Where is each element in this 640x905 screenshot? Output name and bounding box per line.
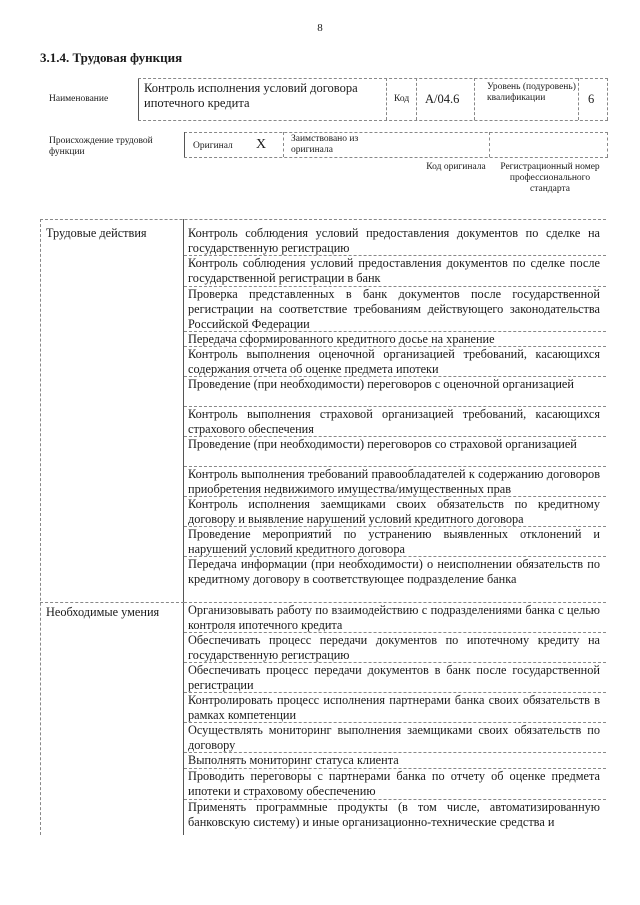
level-box-right-border (607, 78, 608, 120)
name-box-right-border (386, 78, 387, 120)
code-value: A/04.6 (425, 92, 460, 106)
level-value: 6 (588, 92, 595, 106)
original-label: Оригинал (193, 141, 233, 151)
skill-item: Применять программные продукты (в том числе, автоматизированную банковскую систему) и иные организационно-технические средства и (188, 800, 600, 829)
labor-action-item: Контроль соблюдения условий предоставления документов по сделке после государственной регистрации в банк (188, 256, 600, 285)
table-column-divider (183, 219, 184, 835)
name-label: Наименование (49, 94, 109, 104)
skill-item: Контролировать процесс исполнения партнерами банка своих обязательств в рамках компетенции (188, 693, 600, 722)
labor-actions-heading: Трудовые действия (46, 226, 147, 240)
origin-right-border (607, 132, 608, 157)
skill-item: Выполнять мониторинг статуса клиента (188, 753, 399, 767)
table-top-border (40, 219, 606, 220)
origin-divider-1 (283, 132, 284, 157)
skill-item: Осуществлять мониторинг выполнения заемщиками своих обязательств по договору (188, 723, 600, 752)
level-box-left-border (578, 78, 579, 120)
section-title: 3.1.4. Трудовая функция (40, 50, 183, 65)
labor-action-item: Проведение (при необходимости) переговоров с оценочной организацией (188, 377, 574, 391)
skill-item: Проводить переговоры с партнерами банка по отчету об оценке предмета ипотеки и страховому обеспечению (188, 769, 600, 798)
labor-action-item: Контроль выполнения страховой организацией требований, касающихся страхового обеспечения (188, 407, 600, 436)
skills-heading: Необходимые умения (46, 605, 160, 619)
labor-action-item: Контроль выполнения оценочной организацией требований, касающихся содержания отчета об оценке предмета ипотеки (188, 347, 600, 376)
origin-label: Происхождение трудовой функции (49, 136, 153, 157)
origin-top-line (184, 132, 608, 133)
level-label: Уровень (подуровень) квалификации (487, 82, 576, 103)
code-box-left-border (416, 78, 417, 120)
borrowed-label: Заимствовано из оригинала (291, 134, 359, 155)
origin-bottom-line (184, 157, 608, 158)
origin-left-border (184, 132, 185, 157)
labor-action-item: Контроль выполнения требований правообладателей к содержанию договоров приобретения недвижимого имущества/имущественных прав (188, 467, 600, 496)
labor-action-item: Проведение мероприятий по устранению выявленных отклонений и нарушений условий кредитного договора (188, 527, 600, 556)
reg-number-label: Регистрационный номер профессионального стандарта (500, 162, 600, 194)
function-name: Контроль исполнения условий договора ипотечного кредита (144, 81, 358, 110)
labor-action-item: Контроль исполнения заемщиками своих обязательств по кредитному договору и выявление нарушений условий кредитного договора (188, 497, 600, 526)
page-number: 8 (317, 22, 323, 34)
code-original-label: Код оригинала (426, 162, 486, 172)
skill-item: Обеспечивать процесс передачи документов в банк после государственной регистрации (188, 663, 600, 692)
skill-item: Организовывать работу по взаимодействию с подразделениями банка с целью контроля ипотечного кредита (188, 603, 600, 632)
code-box-right-border (474, 78, 475, 120)
labor-action-item: Передача информации (при необходимости) о неисполнении обязательств по кредитному договору в соответствующее подразделение банка (188, 557, 600, 586)
category-separator (40, 602, 184, 603)
labor-action-item: Проведение (при необходимости) переговоров со страховой организацией (188, 437, 577, 451)
header-bottom-line (138, 120, 608, 121)
original-mark: X (256, 137, 267, 152)
origin-divider-2 (489, 132, 490, 157)
name-box-left-border (138, 78, 139, 120)
labor-action-item: Передача сформированного кредитного досье на хранение (188, 332, 495, 346)
labor-action-item: Проверка представленных в банк документов после государственной регистрации на соответствие требованиям действующего законодательства Российской Федерации (188, 287, 600, 331)
code-label: Код (394, 94, 410, 104)
header-top-line (138, 78, 608, 79)
table-left-border (40, 219, 41, 835)
labor-action-item: Контроль соблюдения условий предоставления документов по сделке на государственную регистрацию (188, 226, 600, 255)
skill-item: Обеспечивать процесс передачи документов по ипотечному кредиту на государственную регистрацию (188, 633, 600, 662)
